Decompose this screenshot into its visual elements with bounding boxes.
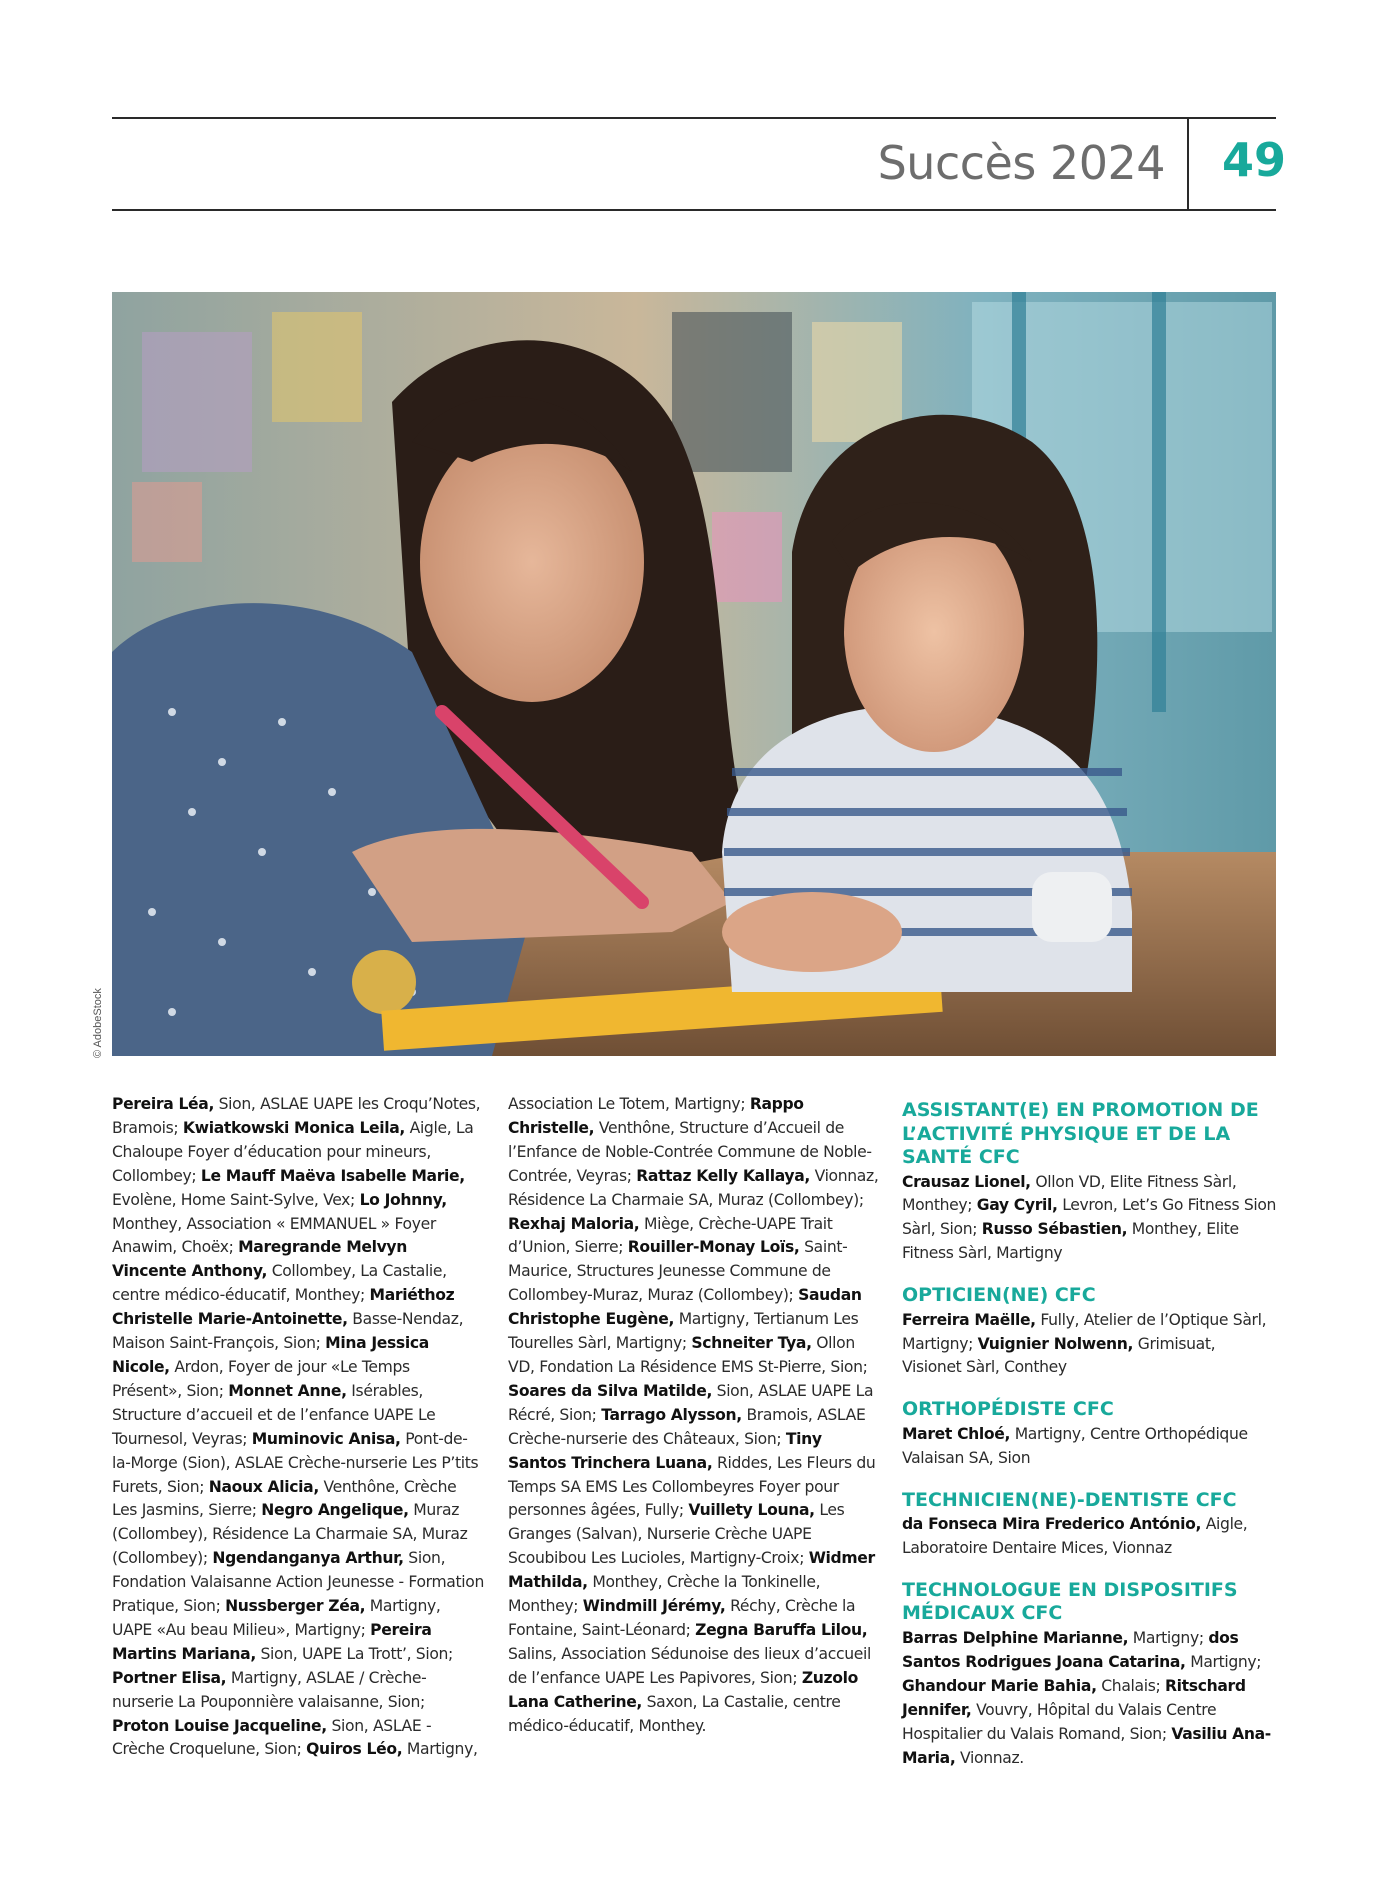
graduate-name: da Fonseca Mira Frederico António, (902, 1515, 1202, 1534)
graduate-details: Martigny; (1185, 1652, 1262, 1671)
graduate-details: Isérables, Structure d’accueil et de l’enfance UAPE Le Tournesol, Veyras; (112, 1381, 436, 1448)
profession-title: TECHNICIEN(NE)-DENTISTE CFC (902, 1488, 1237, 1511)
graduate-name: Kwiatkowski Monica Leila, (182, 1118, 406, 1137)
graduate-name: Zuzolo Lana Catherine, (508, 1668, 858, 1711)
profession-section (902, 1099, 1277, 1266)
graduate-name: Lo Johnny, (359, 1190, 447, 1209)
graduates-column-3 (902, 1093, 1277, 1788)
graduates-column-2 (508, 1093, 880, 1738)
graduate-name: Ngendanganya Arthur, (212, 1549, 404, 1568)
profession-section (902, 1579, 1277, 1770)
graduate-name: Barras Delphine Marianne, (902, 1628, 1129, 1647)
graduate-details: Muraz (Collombey), Résidence La Charmaie SA, Muraz (Collombey); (112, 1501, 468, 1568)
graduate-details: Sion, UAPE La Trott’, Sion; (255, 1644, 453, 1663)
page-header-title: Succès 2024 (877, 136, 1165, 190)
graduate-details: Bramois, ASLAE Crèche-nurserie des Châteaux, Sion; (508, 1405, 866, 1448)
graduate-details: Saint-Maurice, Structures Jeunesse Commune de Collombey-Muraz, Muraz (Collombey); (508, 1238, 848, 1305)
graduate-name: Negro Angelique, (261, 1501, 409, 1520)
graduate-details: Réchy, Crèche la Fontaine, Saint-Léonard; (508, 1597, 856, 1639)
graduate-name: Tiny Santos Trinchera Luana, (508, 1429, 822, 1472)
photo-credit: © AdobeStock (92, 988, 104, 1058)
graduate-name: Muminovic Anisa, (251, 1429, 401, 1448)
graduate-name: Crausaz Lionel, (902, 1172, 1031, 1191)
graduate-details: Monthey, Elite Fitness Sàrl, Martigny (902, 1220, 1239, 1263)
graduate-details: Saxon, La Castalie, centre médico-éducatif, Monthey. (508, 1692, 841, 1735)
graduate-name: Mariéthoz Christelle Marie-Antoinette, (112, 1286, 455, 1329)
graduate-name: Saudan Christophe Eugène, (508, 1286, 862, 1329)
profession-title: OPTICIEN(NE) CFC (902, 1284, 1096, 1307)
graduate-details: Les Granges (Salvan), Nurserie Crèche UAPE Scoubibou Les Lucioles, Martigny-Croix; (508, 1501, 845, 1568)
graduate-details: Chalais; (1096, 1676, 1165, 1695)
graduate-name: Rexhaj Maloria, (508, 1214, 640, 1233)
graduate-details: Vionnaz. (955, 1748, 1024, 1767)
graduate-name: Ghandour Marie Bahia, (902, 1676, 1097, 1695)
profession-graduates (902, 1309, 1277, 1381)
graduate-name: Russo Sébastien, (981, 1220, 1128, 1239)
graduate-details: Grimisuat, Visionet Sàrl, Conthey (902, 1334, 1216, 1377)
profession-title: ORTHOPÉDISTE CFC (902, 1398, 1114, 1421)
graduate-name: Schneiter Tya, (691, 1334, 812, 1353)
graduate-details: Martigny, UAPE «Au beau Milieu», Martigny; (112, 1597, 441, 1639)
graduate-details: Monthey, Association « EMMANUEL » Foyer Anawim, Choëx; (112, 1214, 436, 1257)
graduate-details: Sion, Fondation Valaisanne Action Jeunesse - Formation Pratique, Sion; (112, 1549, 484, 1616)
profession-graduates (902, 1423, 1277, 1471)
graduate-name: Widmer Mathilda, (508, 1549, 875, 1592)
graduate-name: Rouiller-Monay Loïs, (627, 1238, 800, 1257)
graduate-name: Monnet Anne, (228, 1381, 347, 1400)
graduate-name: Proton Louise Jacqueline, (112, 1716, 327, 1735)
graduate-details: Miège, Crèche-UAPE Trait d’Union, Sierre; (508, 1214, 833, 1257)
graduate-details: Vionnaz, Résidence La Charmaie SA, Muraz (Collombey); (508, 1166, 879, 1209)
graduate-details: Aigle, Laboratoire Dentaire Mices, Vionnaz (902, 1515, 1248, 1558)
graduate-name: Naoux Alicia, (208, 1477, 319, 1496)
graduate-name: dos Santos Rodrigues Joana Catarina, (902, 1628, 1239, 1671)
graduate-name: Quiros Léo, (306, 1740, 403, 1759)
profession-section (902, 1284, 1277, 1380)
profession-graduates (902, 1171, 1277, 1267)
graduate-name: Vuillety Louna, (688, 1501, 815, 1520)
graduate-name: Mina Jessica Nicole, (112, 1334, 429, 1376)
profession-section (902, 1398, 1277, 1470)
graduate-name: Ritschard Jennifer, (902, 1676, 1246, 1719)
graduate-details: Collombey, La Castalie, centre médico-éducatif, Monthey; (112, 1262, 447, 1305)
graduate-details: Riddes, Les Fleurs du Temps SA EMS Les Collombeyres Foyer pour personnes âgées, Fully; (508, 1453, 876, 1520)
graduate-details: Martigny; (1128, 1628, 1209, 1647)
graduate-details: Martigny, Centre Orthopédique Valaisan SA, Sion (902, 1424, 1248, 1467)
graduate-name: Le Mauff Maëva Isabelle Marie, (200, 1166, 465, 1185)
graduate-details: Levron, Let’s Go Fitness Sion Sàrl, Sion; (902, 1196, 1277, 1239)
graduate-name: Soares da Silva Matilde, (508, 1381, 713, 1400)
graduate-details: Fully, Atelier de l’Optique Sàrl, Martigny; (902, 1310, 1267, 1353)
profession-title: TECHNOLOGUE EN DISPOSITIFS MÉDICAUX CFC (902, 1578, 1238, 1625)
header-bottom-rule (112, 209, 1276, 211)
graduate-name: Windmill Jérémy, (582, 1597, 726, 1616)
graduate-details: Basse-Nendaz, Maison Saint-François, Sion; (112, 1310, 464, 1353)
graduate-name: Gay Cyril, (976, 1196, 1058, 1215)
graduate-details: Sion, ASLAE UAPE La Récré, Sion; (508, 1381, 874, 1424)
graduate-details: Martigny, ASLAE / Crèche-nurserie La Pouponnière valaisanne, Sion; (112, 1668, 427, 1711)
graduate-details: Martigny, (402, 1740, 478, 1759)
classroom-photo (112, 292, 1276, 1056)
graduate-details: Vouvry, Hôpital du Valais Centre Hospitalier du Valais Romand, Sion; (902, 1700, 1217, 1743)
header-top-rule (112, 117, 1276, 119)
profession-graduates (902, 1513, 1277, 1561)
graduate-details: Ardon, Foyer de jour «Le Temps Présent», Sion; (112, 1357, 410, 1400)
graduate-name: Rattaz Kelly Kallaya, (636, 1166, 810, 1185)
header-divider (1187, 117, 1189, 211)
graduate-details: Aigle, La Chaloupe Foyer d’éducation pour mineurs, Collombey; (112, 1118, 474, 1185)
graduate-name: Maregrande Melvyn Vincente Anthony, (112, 1238, 407, 1281)
graduate-details: Venthône, Structure d’Accueil de l’Enfance de Noble-Contrée Commune de Noble-Contrée, Veyras; (508, 1118, 872, 1185)
graduate-name: Nussberger Zéa, (225, 1597, 366, 1616)
graduate-details: Monthey, Crèche la Tonkinelle, Monthey; (508, 1573, 821, 1616)
graduates-column-1 (112, 1093, 484, 1762)
graduate-name: Pereira Léa, (112, 1095, 215, 1113)
graduate-details: Ollon VD, Elite Fitness Sàrl, Monthey; (902, 1172, 1237, 1215)
graduate-name: Pereira Martins Mariana, (112, 1620, 432, 1663)
page-number: 49 (1222, 133, 1287, 187)
graduate-details: Association Le Totem, Martigny; (508, 1095, 750, 1113)
graduate-details: Ollon VD, Fondation La Résidence EMS St-Pierre, Sion; (508, 1334, 868, 1376)
graduate-details: Pont-de-la-Morge (Sion), ASLAE Crèche-nurserie Les P’tits Furets, Sion; (112, 1429, 479, 1496)
graduate-details: Martigny, Tertianum Les Tourelles Sàrl, Martigny; (508, 1310, 859, 1353)
profession-section (902, 1489, 1277, 1561)
graduate-details: Venthône, Crèche Les Jasmins, Sierre; (112, 1477, 457, 1520)
graduate-name: Maret Chloé, (902, 1424, 1011, 1443)
graduate-details: Sion, ASLAE - Crèche Croquelune, Sion; (112, 1716, 432, 1759)
graduate-name: Rappo Christelle, (508, 1095, 804, 1137)
graduate-details: Sion, ASLAE UAPE les Croqu’Notes, Bramois; (112, 1095, 481, 1137)
graduate-name: Zegna Baruffa Lilou, (695, 1620, 868, 1639)
graduate-details: Salins, Association Sédunoise des lieux d’accueil de l’enfance UAPE Les Papivores, Sion; (508, 1644, 871, 1687)
graduate-details: Evolène, Home Saint-Sylve, Vex; (112, 1190, 360, 1209)
profession-graduates (902, 1627, 1277, 1770)
profession-title: ASSISTANT(E) EN PROMOTION DE L’ACTIVITÉ PHYSIQUE ET DE LA SANTÉ CFC (902, 1099, 1259, 1168)
graduate-name: Portner Elisa, (112, 1668, 227, 1687)
graduate-name: Vuignier Nolwenn, (977, 1334, 1134, 1353)
graduate-name: Ferreira Maëlle, (902, 1310, 1036, 1329)
graduate-name: Tarrago Alysson, (601, 1405, 742, 1424)
graduate-name: Vasiliu Ana-Maria, (902, 1724, 1271, 1767)
